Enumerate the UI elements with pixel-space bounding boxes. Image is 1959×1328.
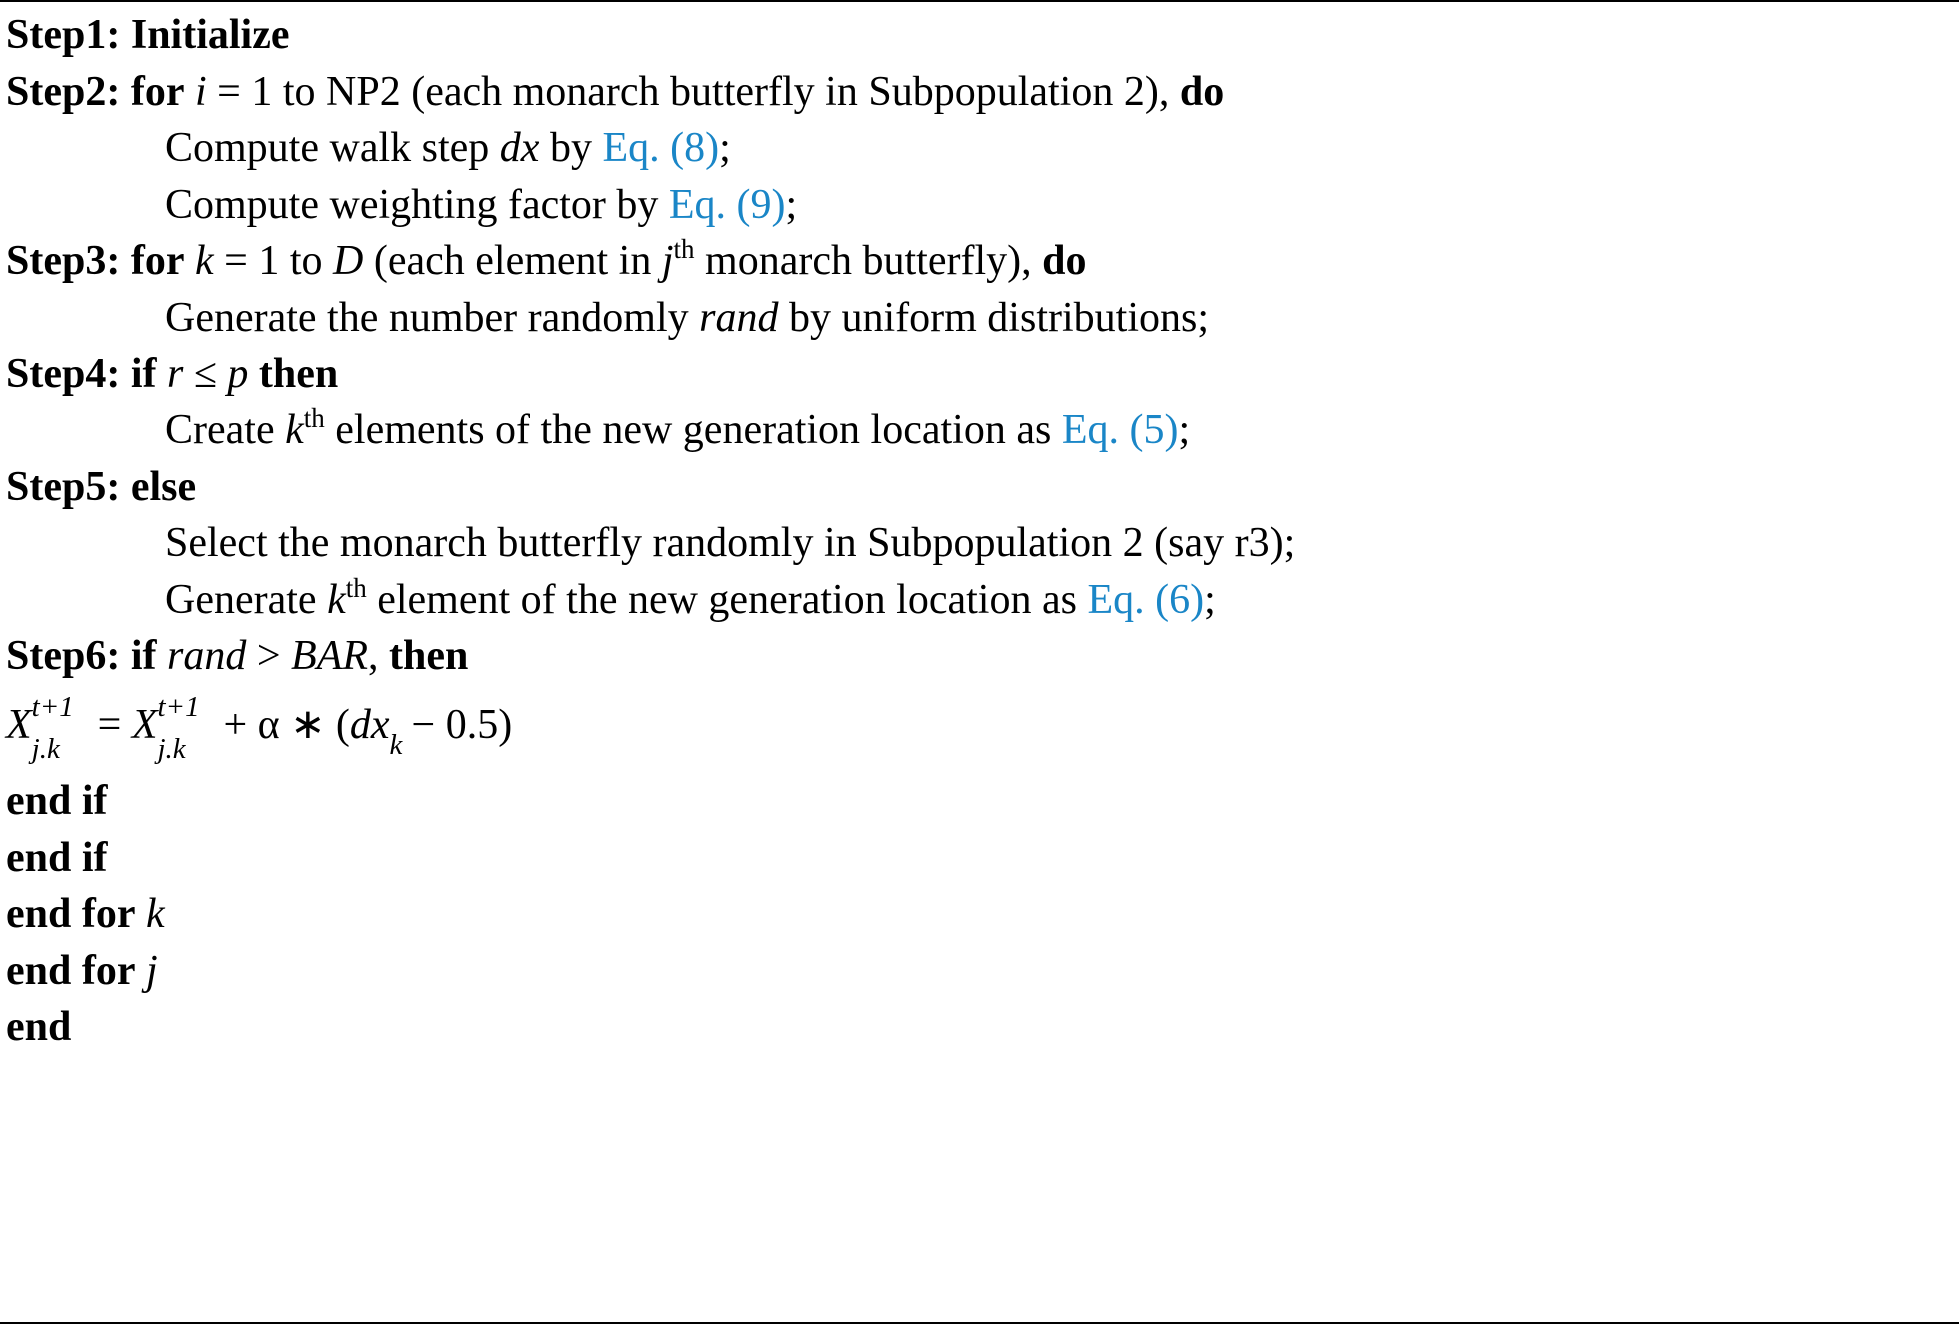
step2-line <box>6 67 1224 117</box>
line-text: by <box>539 125 603 171</box>
var-i: i <box>194 69 207 115</box>
step-label: Step5: <box>6 464 121 510</box>
superscript: th <box>303 403 325 433</box>
superscript: th <box>345 573 367 603</box>
var-x: X <box>6 702 32 748</box>
dx-k <box>349 700 403 761</box>
line-text: elements of the new generation location as <box>324 407 1062 453</box>
var-k: k <box>285 407 304 453</box>
subscript: j.k <box>31 733 60 765</box>
equals: = <box>97 702 122 748</box>
superscript: t+1 <box>31 691 74 723</box>
compute-walk-step-line <box>165 123 731 173</box>
step5-line <box>6 462 196 512</box>
punct: ; <box>785 182 798 228</box>
keyword-do: do <box>1042 238 1087 284</box>
punct: , <box>368 633 379 679</box>
generate-element-line <box>165 575 1216 625</box>
step-label: Step4: <box>6 351 121 397</box>
step4-line <box>6 349 338 399</box>
var-bar: BAR <box>291 633 369 679</box>
step-text: Initialize <box>130 12 290 58</box>
step-label: Step3: <box>6 238 121 284</box>
end-for-k-line <box>6 889 165 939</box>
step-label: Step1: <box>6 12 121 58</box>
punct: ; <box>1204 577 1216 623</box>
operator: > <box>246 633 292 679</box>
generate-random-line <box>165 293 1209 343</box>
end-for-j-line <box>6 946 158 996</box>
var-k: k <box>146 891 165 937</box>
var-dx: dx <box>349 702 390 748</box>
step-label: Step6: <box>6 633 121 679</box>
keyword-for: for <box>130 69 185 115</box>
x-jk-lhs <box>6 691 74 765</box>
x-jk-rhs <box>131 691 200 765</box>
line-text: Generate the number randomly <box>165 295 700 341</box>
line-text: by uniform distributions; <box>778 295 1209 341</box>
punct: ; <box>1178 407 1191 453</box>
line-text: monarch butterfly), <box>694 238 1043 284</box>
line-text: element of the new generation location as <box>366 577 1088 623</box>
var-x: X <box>131 702 158 748</box>
compute-weighting-line <box>165 180 797 230</box>
keyword-for: for <box>130 238 185 284</box>
keyword-end-if: end if <box>6 778 108 824</box>
step2-text: = 1 to NP2 (each monarch butterfly in Subpopulation 2), <box>206 69 1180 115</box>
operator: ≤ <box>183 351 228 397</box>
var-p: p <box>227 351 249 397</box>
step1-line <box>6 10 290 60</box>
eq-8-link[interactable]: Eq. (8) <box>602 125 720 171</box>
superscript: t+1 <box>157 691 200 723</box>
line-text: Select the monarch butterfly randomly in Subpopulation 2 (say r3); <box>165 520 1296 566</box>
keyword-else: else <box>130 464 197 510</box>
var-d: D <box>333 238 364 284</box>
eq-5-link[interactable]: Eq. (5) <box>1061 407 1179 453</box>
keyword-end-for: end for <box>6 948 136 994</box>
var-rand: rand <box>699 295 779 341</box>
step-label: Step2: <box>6 69 121 115</box>
eq-6-link[interactable]: Eq. (6) <box>1087 577 1205 623</box>
end-if-line <box>6 833 108 883</box>
var-rand: rand <box>167 633 247 679</box>
keyword-then: then <box>258 351 339 397</box>
var-j: j <box>146 948 158 994</box>
end-line <box>6 1002 71 1052</box>
line-text: Compute walk step <box>165 125 500 171</box>
line-text: Generate <box>165 577 328 623</box>
top-rule <box>0 0 1959 2</box>
keyword-end: end <box>6 1004 72 1050</box>
select-butterfly-line <box>165 518 1295 568</box>
step3-line <box>6 236 1086 286</box>
var-k: k <box>194 238 214 284</box>
var-r: r <box>167 351 184 397</box>
end-if-line <box>6 776 108 826</box>
subscript: j.k <box>157 733 186 765</box>
line-text: Compute weighting factor by <box>165 182 669 228</box>
punct: ; <box>719 125 731 171</box>
update-formula <box>6 691 513 765</box>
operator: + α ∗ ( <box>223 702 350 748</box>
var-k: k <box>327 577 346 623</box>
create-element-line <box>165 405 1190 455</box>
operator: − 0.5) <box>411 702 513 748</box>
bottom-rule <box>0 1322 1959 1324</box>
keyword-if: if <box>130 351 157 397</box>
keyword-end-if: end if <box>6 835 108 881</box>
keyword-end-for: end for <box>6 891 136 937</box>
step6-line <box>6 631 468 681</box>
line-text: = 1 to <box>213 238 333 284</box>
var-dx: dx <box>499 125 540 171</box>
var-j: j <box>661 238 674 284</box>
keyword-if: if <box>130 633 157 679</box>
line-text: (each element in <box>363 238 662 284</box>
keyword-then: then <box>389 633 469 679</box>
subscript: k <box>389 729 403 761</box>
line-text: Create <box>165 407 286 453</box>
keyword-do: do <box>1179 69 1225 115</box>
superscript: th <box>673 234 695 264</box>
eq-9-link[interactable]: Eq. (9) <box>668 182 786 228</box>
